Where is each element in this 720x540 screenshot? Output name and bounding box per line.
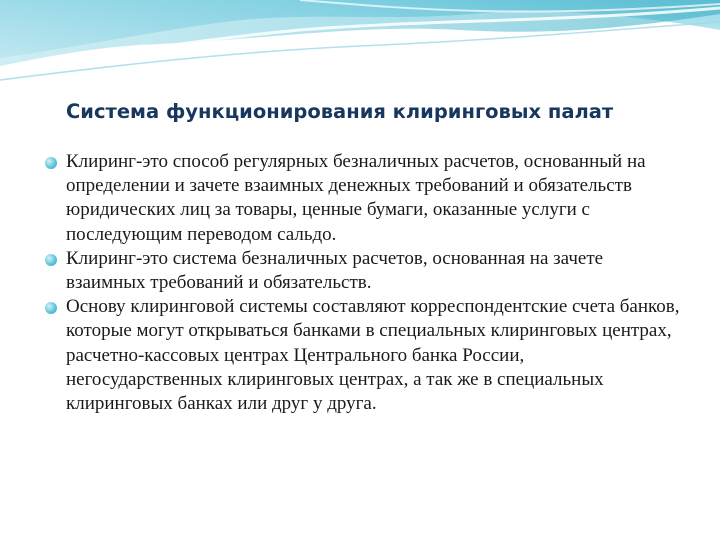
bullet-icon xyxy=(45,157,57,169)
bullet-icon xyxy=(45,254,57,266)
bullet-icon xyxy=(45,302,57,314)
bullet-text: Клиринг-это способ регулярных безналичных расчетов, основанный на определении и зачете взаимных денежных требований и обязательств юридических лиц за товары, ценные бумаги, оказанные услуги с последующим переводом сальдо. xyxy=(66,151,646,245)
bullet-text: Клиринг-это система безналичных расчетов, основанная на зачете взаимных требований и обязательств. xyxy=(66,247,604,294)
list-item xyxy=(44,295,684,416)
bullet-list xyxy=(44,150,684,416)
bullet-text: Основу клиринговой системы составляют корреспондентские счета банков, которые могут открываться банками в специальных клиринговых центрах, расчетно-кассовых центрах Центрального банка России, негосударственных клиринговых центрах, а так же в специальных клиринговых банках или друг у друга. xyxy=(66,296,680,415)
slide-title: Система функционирования клиринговых палат xyxy=(66,100,614,123)
list-item xyxy=(44,150,684,247)
list-item xyxy=(44,247,684,295)
decorative-wave-header xyxy=(0,0,720,90)
